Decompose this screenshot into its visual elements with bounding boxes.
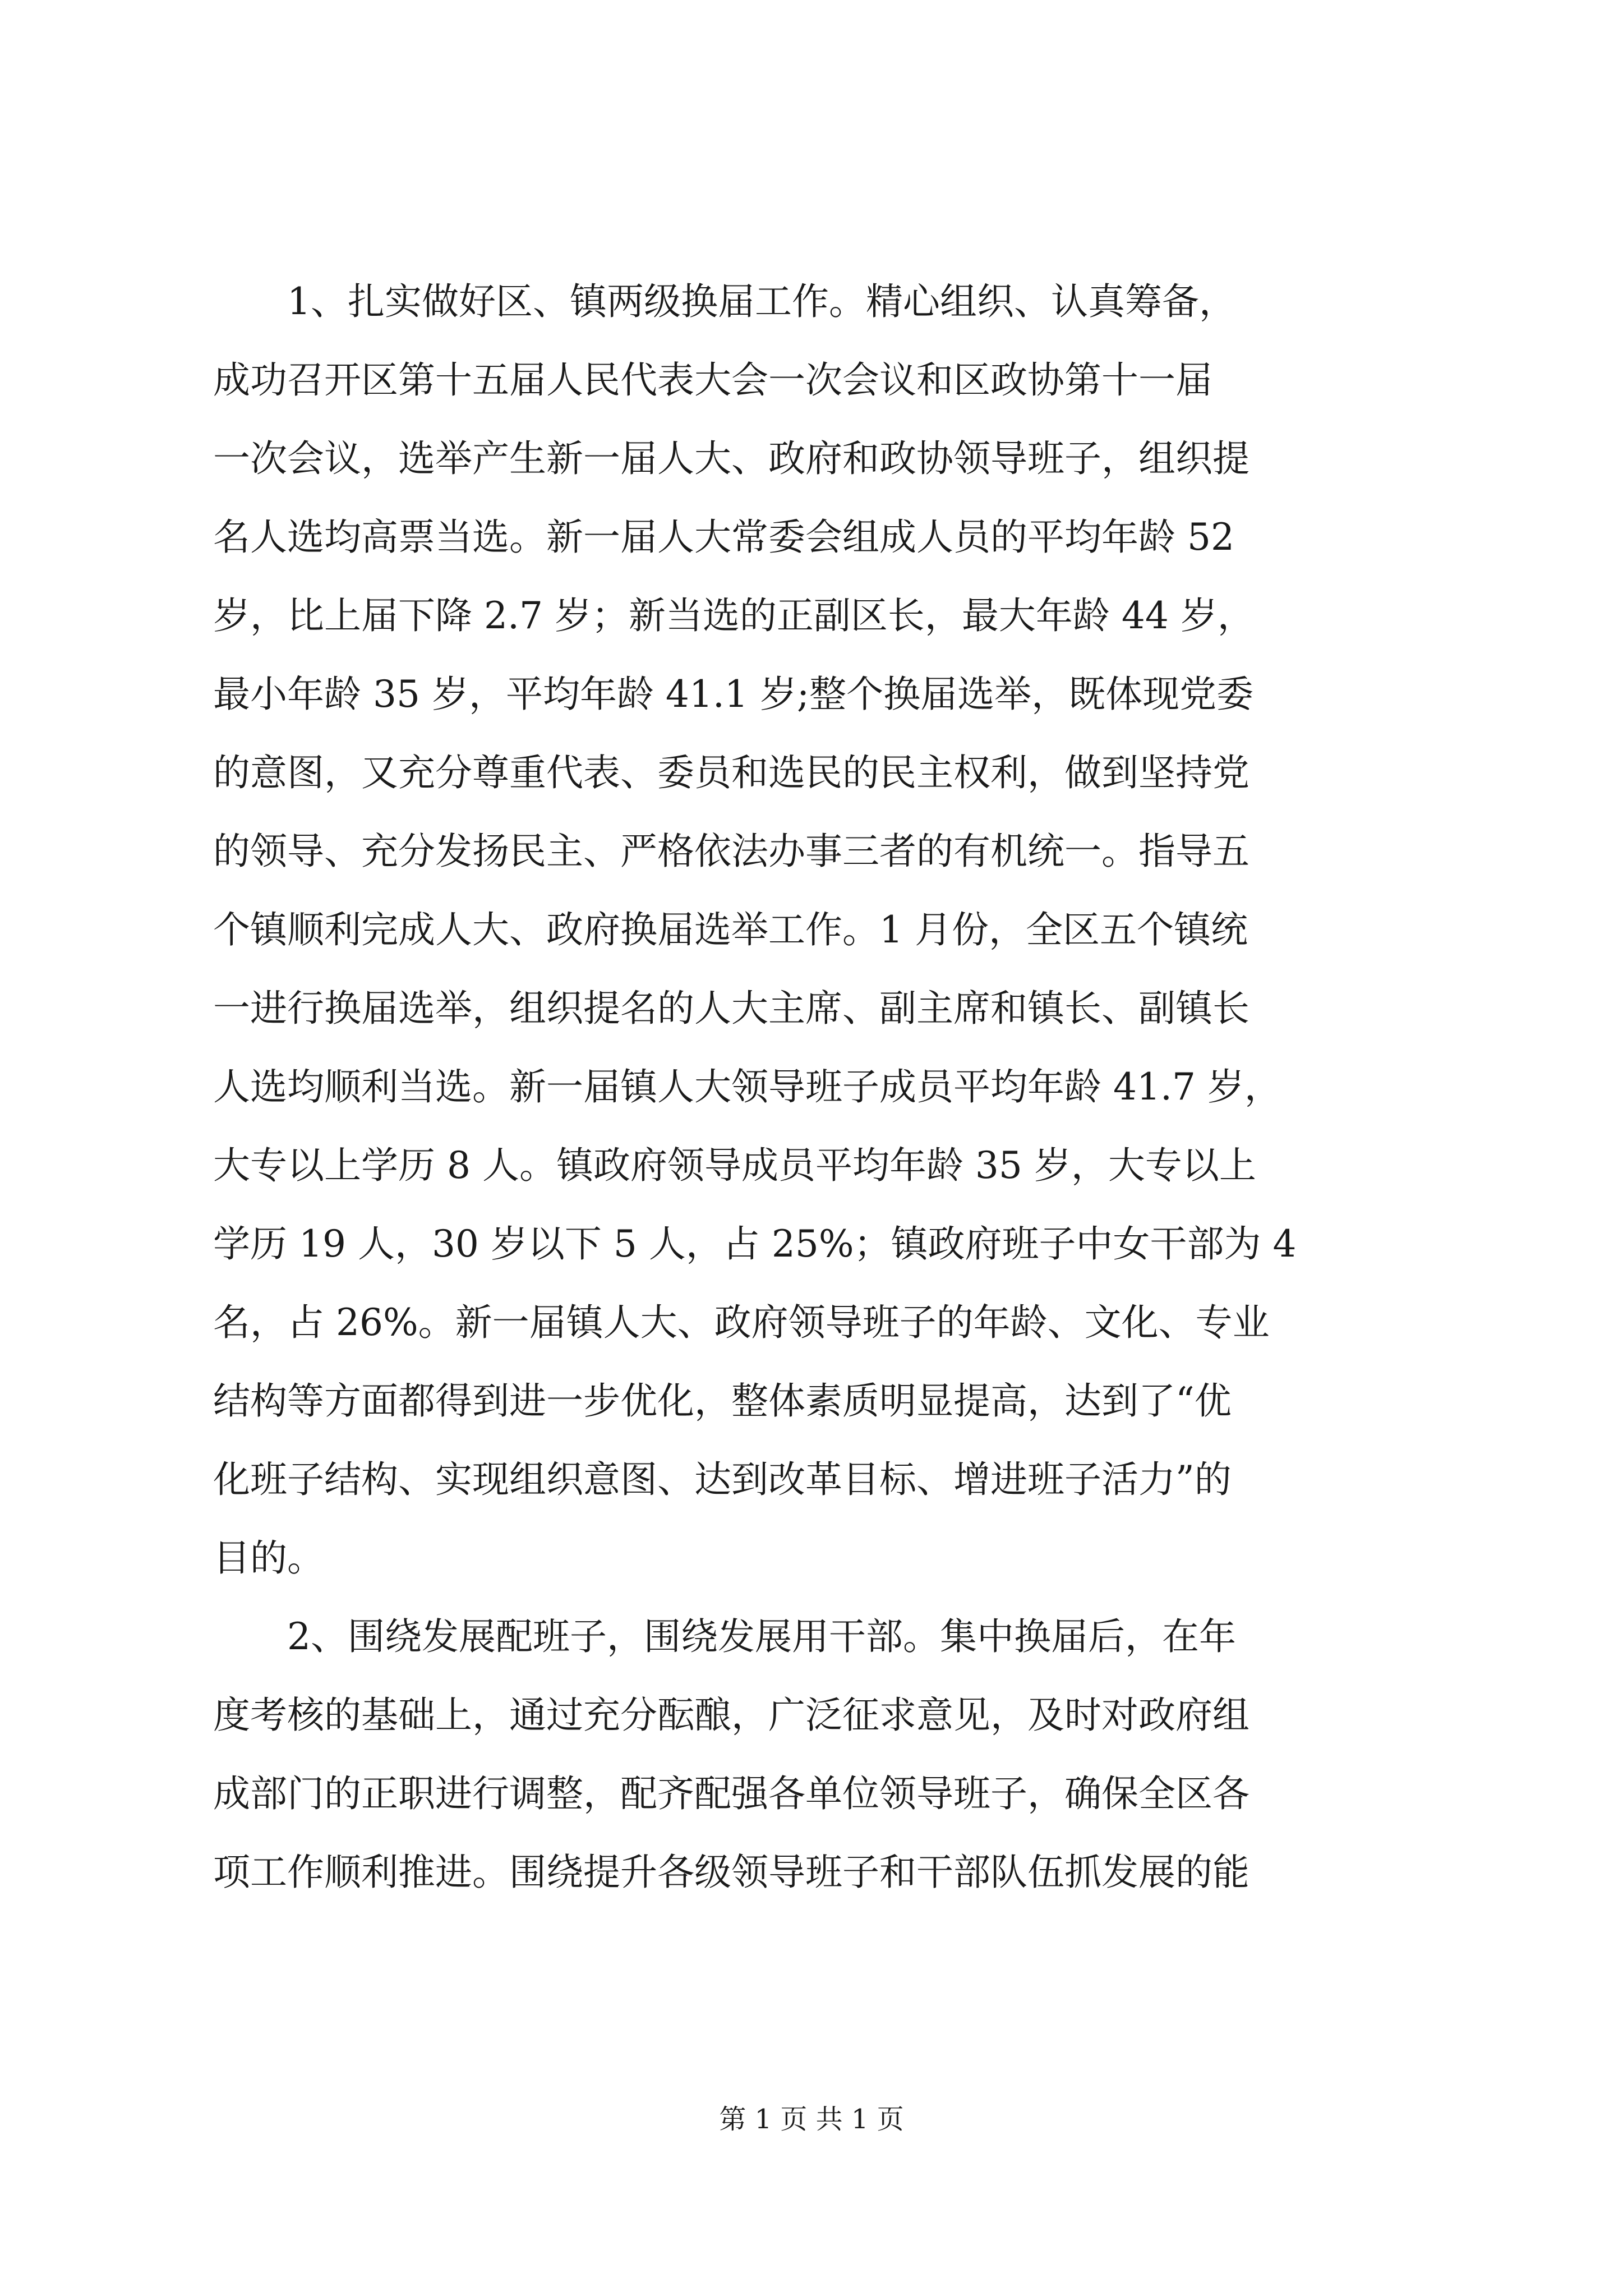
paragraph-1-line-6: 最小年龄 35 岁，平均年龄 41.1 岁;整个换届选举，既体现党委 <box>213 673 1254 716</box>
paragraph-1-line-3: 一次会议，选举产生新一届人大、政府和政协领导班子，组织提 <box>213 437 1249 480</box>
paragraph-1-line-11: 人选均顺利当选。新一届镇人大领导班子成员平均年龄 41.7 岁， <box>213 1065 1281 1108</box>
paragraph-2-line-1: 2、围绕发展配班子，围绕发展用干部。集中换届后，在年 <box>287 1615 1236 1658</box>
paragraph-1-line-8: 的领导、充分发扬民主、严格依法办事三者的有机统一。指导五 <box>213 830 1249 873</box>
paragraph-1-line-16: 化班子结构、实现组织意图、达到改革目标、增进班子活力”的 <box>213 1458 1232 1501</box>
paragraph-2-line-4: 项工作顺利推进。围绕提升各级领导班子和干部队伍抓发展的能 <box>213 1851 1249 1894</box>
paragraph-2-line-2: 度考核的基础上，通过充分酝酿，广泛征求意见，及时对政府组 <box>213 1694 1249 1737</box>
paragraph-1-line-12: 大专以上学历 8 人。镇政府领导成员平均年龄 35 岁，大专以上 <box>213 1144 1256 1187</box>
paragraph-1-line-5: 岁，比上届下降 2.7 岁；新当选的正副区长，最大年龄 44 岁， <box>213 594 1255 637</box>
page-footer: 第 1 页 共 1 页 <box>719 2104 904 2135</box>
document-body <box>213 263 1413 1912</box>
paragraph-2-line-3: 成部门的正职进行调整，配齐配强各单位领导班子，确保全区各 <box>213 1772 1249 1815</box>
paragraph-1-line-15: 结构等方面都得到进一步优化，整体素质明显提高，达到了“优 <box>213 1379 1232 1423</box>
paragraph-1-line-1: 1、扎实做好区、镇两级换届工作。精心组织、认真筹备， <box>287 280 1236 323</box>
paragraph-1-line-13: 学历 19 人，30 岁以下 5 人，占 25%；镇政府班子中女干部为 4 <box>213 1222 1297 1266</box>
paragraph-1-line-4: 名人选均高票当选。新一届人大常委会组成人员的平均年龄 52 <box>213 516 1234 559</box>
paragraph-1-line-9: 个镇顺利完成人大、政府换届选举工作。1 月份，全区五个镇统 <box>213 908 1248 951</box>
paragraph-1-line-7: 的意图，又充分尊重代表、委员和选民的民主权利，做到坚持党 <box>213 751 1249 794</box>
paragraph-1-line-10: 一进行换届选举，组织提名的人大主席、副主席和镇长、副镇长 <box>213 987 1249 1030</box>
paragraph-1-line-17: 目的。 <box>213 1536 324 1580</box>
paragraph-1-line-14: 名，占 26%。新一届镇人大、政府领导班子的年龄、文化、专业 <box>213 1301 1270 1344</box>
paragraph-1-line-2: 成功召开区第十五届人民代表大会一次会议和区政协第十一届 <box>213 358 1212 402</box>
